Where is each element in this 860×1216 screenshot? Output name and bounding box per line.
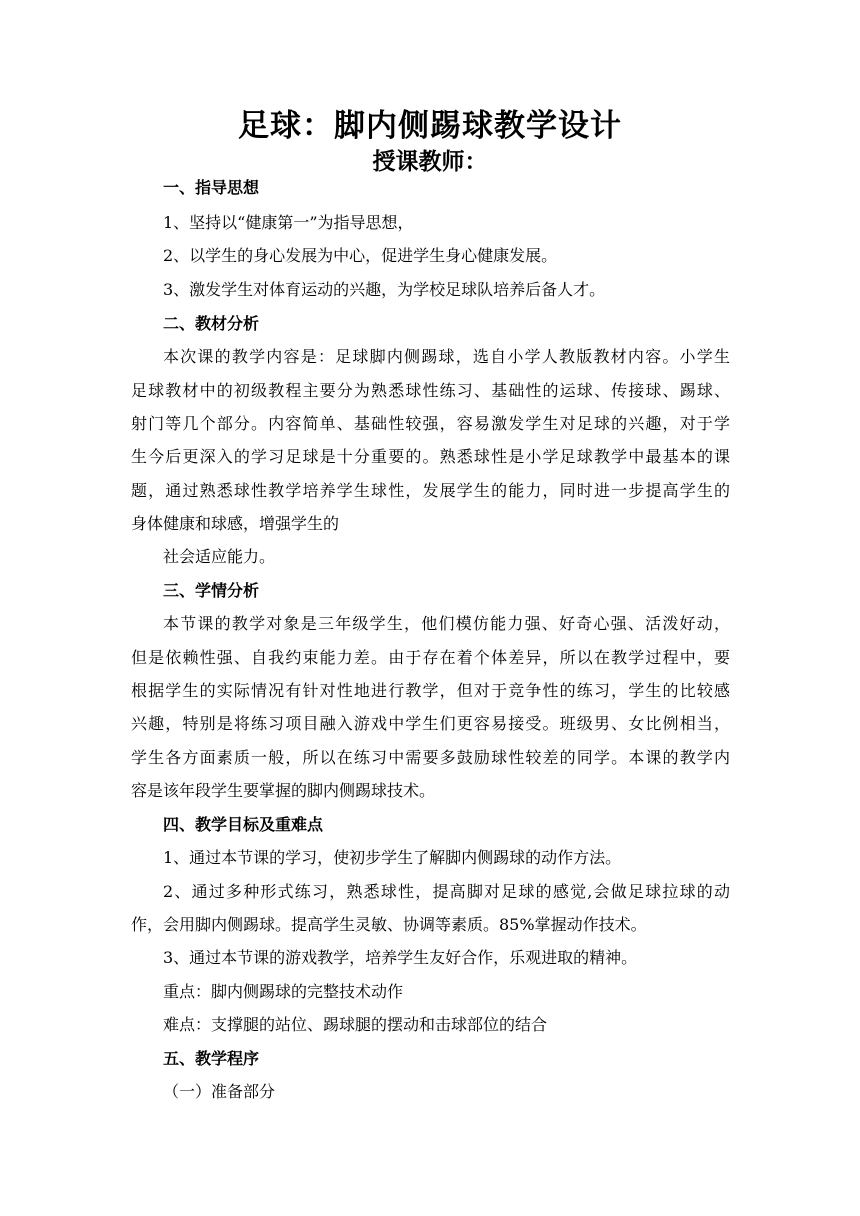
student-analysis-line-2: 但是依赖性强、自我约束能力差。由于存在着个体差异，所以在教学过程中，要 (131, 648, 730, 667)
document-subtitle: 授课教师： (372, 148, 488, 175)
student-analysis-line-6: 容是该年段学生要掌握的脚内侧踢球技术。 (131, 781, 436, 800)
guiding-item-3: 3、激发学生对体育运动的兴趣，为学校足球队培养后备人才。 (163, 280, 606, 299)
difficult-point: 难点：支撑腿的站位、踢球腿的摆动和击球部位的结合 (163, 1015, 548, 1034)
objective-item-2-line-1: 2、通过多种形式练习，熟悉球性，提高脚对足球的感觉,会做足球拉球的动 (163, 882, 730, 901)
section-heading-textbook-analysis: 二、教材分析 (163, 314, 260, 333)
textbook-analysis-line-6: 身体健康和球感，增强学生的 (131, 514, 340, 533)
textbook-analysis-line-2: 足球教材中的初级教程主要分为熟悉球性练习、基础性的运球、传接球、踢球、 (131, 381, 730, 400)
section-heading-teaching-objectives: 四、教学目标及重难点 (163, 815, 324, 834)
textbook-analysis-line-4: 生今后更深入的学习足球是十分重要的。熟悉球性是小学足球教学中最基本的课 (131, 447, 730, 466)
section-heading-guiding-ideology: 一、指导思想 (163, 178, 260, 197)
textbook-analysis-line-5: 题，通过熟悉球性教学培养学生球性，发展学生的能力，同时进一步提高学生的 (131, 481, 730, 500)
textbook-analysis-line-7: 社会适应能力。 (163, 547, 276, 566)
student-analysis-line-1: 本节课的教学对象是三年级学生，他们模仿能力强、好奇心强、活泼好动， (163, 614, 730, 633)
student-analysis-line-5: 学生各方面素质一般，所以在练习中需要多鼓励球性较差的同学。本课的教学内 (131, 748, 730, 767)
section-heading-student-analysis: 三、学情分析 (163, 581, 260, 600)
subsection-preparation: （一）准备部分 (163, 1082, 276, 1101)
section-heading-teaching-procedure: 五、教学程序 (163, 1049, 260, 1068)
guiding-item-2: 2、以学生的身心发展为中心，促进学生身心健康发展。 (163, 246, 558, 265)
objective-item-3: 3、通过本节课的游戏教学，培养学生友好合作，乐观进取的精神。 (163, 948, 638, 967)
textbook-analysis-line-3: 射门等几个部分。内容简单、基础性较强，容易激发学生对足球的兴趣，对于学 (131, 414, 730, 433)
objective-item-2-line-2: 作，会用脚内侧踢球。提高学生灵敏、协调等素质。85%掌握动作技术。 (131, 915, 647, 934)
guiding-item-1: 1、坚持以“健康第一”为指导思想， (163, 213, 414, 232)
objective-item-1: 1、通过本节课的学习，使初步学生了解脚内侧踢球的动作方法。 (163, 848, 622, 867)
student-analysis-line-3: 根据学生的实际情况有针对性地进行教学，但对于竞争性的练习，学生的比较感 (131, 681, 730, 700)
document-title: 足球：脚内侧踢球教学设计 (238, 108, 622, 144)
textbook-analysis-line-1: 本次课的教学内容是：足球脚内侧踢球，选自小学人教版教材内容。小学生 (163, 347, 730, 366)
student-analysis-line-4: 兴趣，特别是将练习项目融入游戏中学生们更容易接受。班级男、女比例相当， (131, 714, 730, 733)
key-point: 重点：脚内侧踢球的完整技术动作 (163, 982, 404, 1001)
